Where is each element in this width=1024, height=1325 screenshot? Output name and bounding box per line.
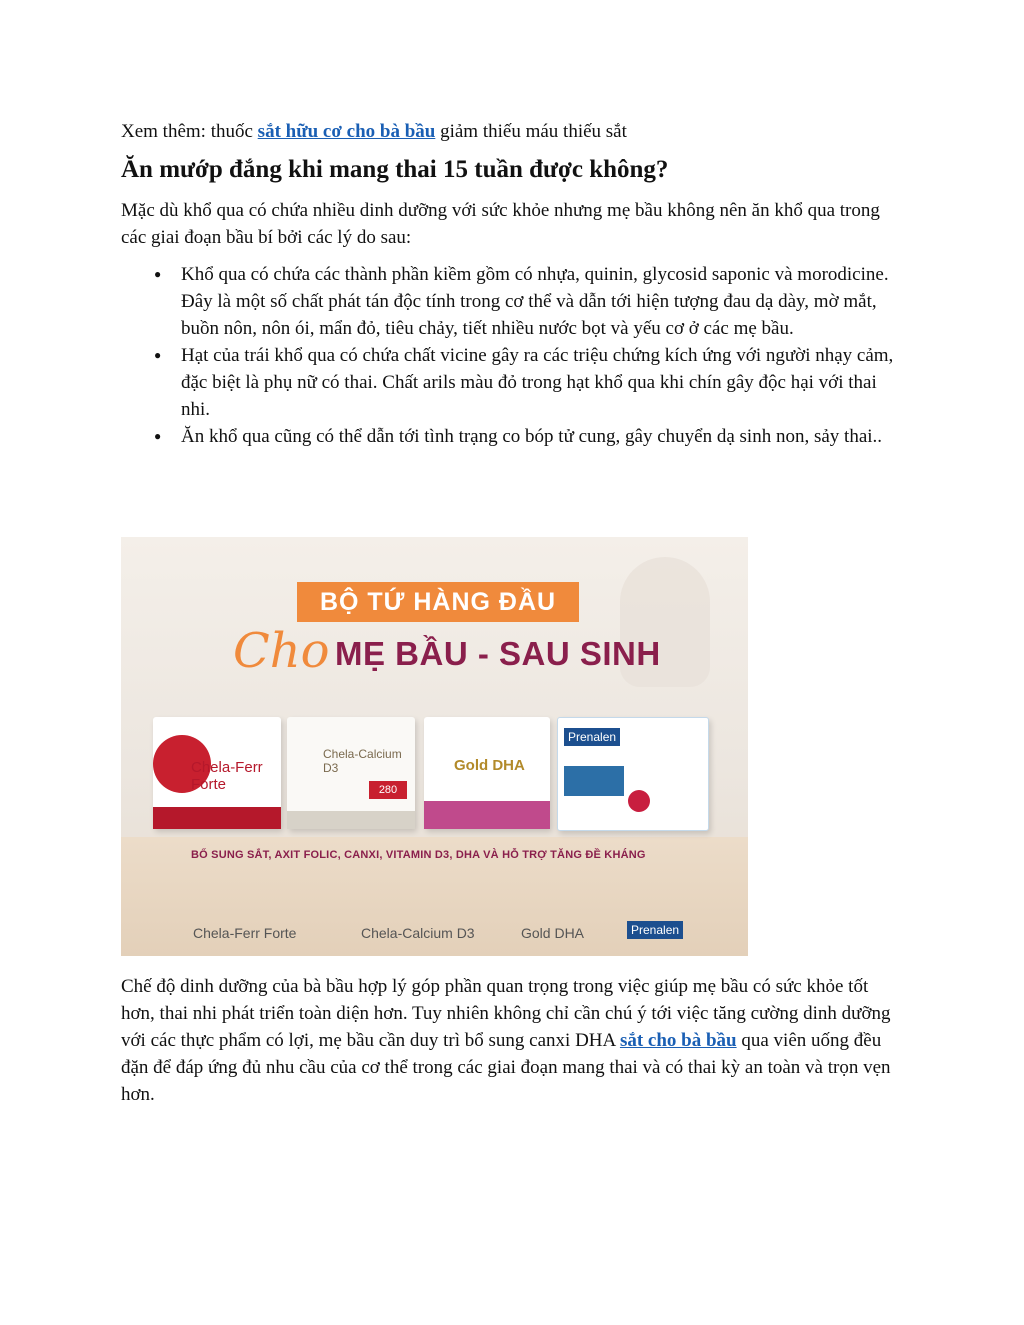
product-label: Chela-Ferr Forte: [191, 759, 263, 793]
banner-cho-script: Cho: [233, 623, 330, 679]
see-more-suffix: giảm thiếu máu thiếu sắt: [435, 121, 627, 142]
list-item: ● Khổ qua có chứa các thành phần kiềm gồm có nhựa, quinin, glycosid saponic và morodicine. Đây là một số chất phát tán độc tính trong cơ thể và dẫn tới hiện tượng đau dạ dày, mờ mắt, buồn nôn, nôn ói, mẩn đỏ, tiêu chảy, tiết nhiều nước bọt và yếu cơ ở các mẹ bầu.: [181, 261, 905, 342]
lead-paragraph: Mặc dù khổ qua có chứa nhiều dinh dưỡng với sức khỏe nhưng mẹ bầu không nên ăn khổ qua trong các giai đoạn bầu bí bởi các lý do sau:: [121, 200, 880, 248]
price-badge: 280: [369, 781, 407, 799]
closing-text-after: qua viên uống đều đặn để đáp ứng đủ nhu cầu của cơ thể trong các giai đoạn mang thai và có thai kỳ an toàn và trọn vẹn hơn.: [121, 1030, 891, 1105]
list-item: ● Ăn khổ qua cũng có thể dẫn tới tình trạng co bóp tử cung, gây chuyển dạ sinh non, sảy thai..: [181, 423, 905, 450]
brand-logo: Chela-Calcium D3: [361, 925, 475, 941]
box-stripe: [424, 801, 550, 829]
closing-paragraph: [121, 973, 905, 1108]
brand-logo: Gold DHA: [521, 925, 585, 941]
banner-top-badge: BỘ TỨ HÀNG ĐẦU: [297, 582, 579, 622]
blue-band-graphic: [564, 766, 624, 796]
product-box-chela-calcium: [287, 717, 415, 829]
box-stripe: [287, 811, 415, 829]
box-stripe: [153, 807, 281, 829]
iron-for-pregnancy-link[interactable]: sắt cho bà bầu: [619, 1030, 737, 1051]
product-label: Chela-Calcium D3: [323, 747, 402, 775]
iron-supplement-link[interactable]: sắt hữu cơ cho bà bầu: [257, 121, 436, 142]
product-box-prenalen: [557, 717, 709, 831]
product-banner-image: [121, 537, 748, 956]
closing-text-before: Chế độ dinh dưỡng của bà bầu hợp lý góp phần quan trọng trong việc giúp mẹ bầu có sức khỏe tốt hơn, thai nhi phát triển toàn diện hơn. Tuy nhiên không chỉ cần chú ý tới việc tăng cường dinh dưỡng với các thực phẩm có lợi, mẹ bầu cần duy trì bổ sung canxi DHA: [121, 976, 891, 1051]
product-label: Prenalen: [564, 728, 620, 746]
brand-logo: Prenalen: [627, 921, 683, 939]
see-more-prefix: Xem thêm: thuốc: [121, 121, 258, 142]
banner-headline: MẸ BẦU - SAU SINH: [335, 635, 661, 672]
product-box-chela-ferr: [153, 717, 281, 829]
section-heading: Ăn mướp đắng khi mang thai 15 tuần được không?: [121, 156, 669, 183]
product-label: Gold DHA: [454, 757, 525, 774]
banner-tagline: BỔ SUNG SẮT, AXIT FOLIC, CANXI, VITAMIN D3, DHA VÀ HỖ TRỢ TĂNG ĐỀ KHÁNG: [191, 849, 646, 861]
reasons-list: [121, 261, 905, 450]
article-body: [121, 118, 905, 450]
list-item: ● Hạt của trái khổ qua có chứa chất vicine gây ra các triệu chứng kích ứng với người nhạy cảm, đặc biệt là phụ nữ có thai. Chất arils màu đỏ trong hạt khổ qua khi chín gây độc hại với thai nhi.: [181, 342, 905, 423]
brand-logo: Chela-Ferr Forte: [193, 925, 297, 941]
product-box-gold-dha: [424, 717, 550, 829]
see-more-line: [121, 118, 905, 145]
berry-icon: [628, 790, 650, 812]
